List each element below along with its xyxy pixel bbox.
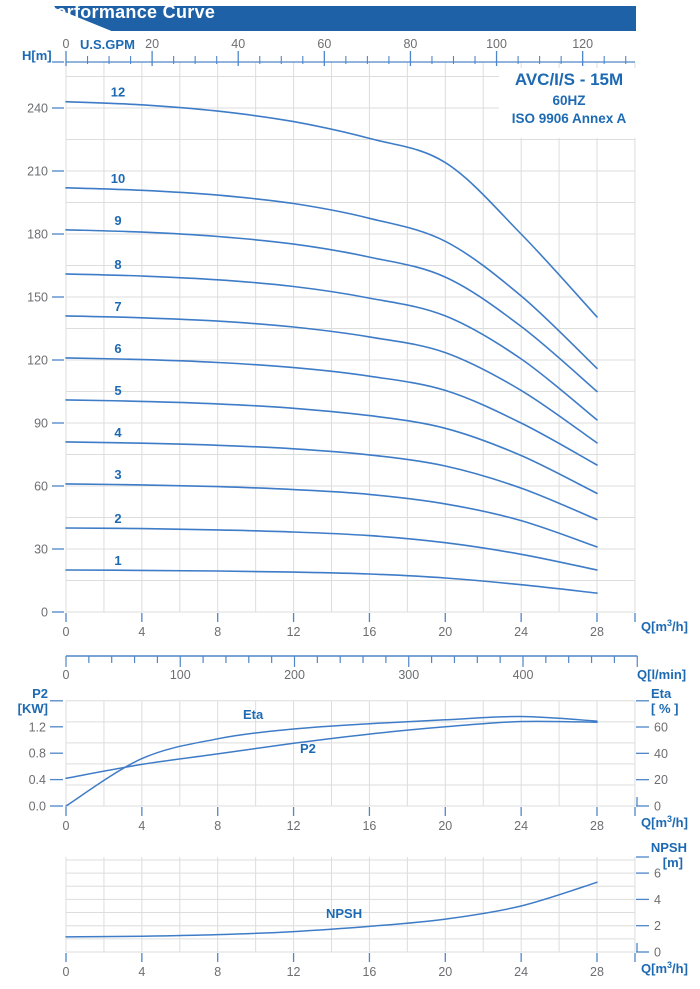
lmin-tick-label: 200 (284, 668, 305, 682)
lmin-tick-label: 400 (512, 668, 534, 682)
flow-tick-label: 28 (590, 625, 604, 639)
flow-tick-label-npsh: 0 (62, 965, 70, 979)
eta-tick-label: 40 (654, 746, 668, 761)
flow-tick-label-p2: 24 (514, 819, 529, 833)
head-tick-label: 0 (41, 605, 48, 620)
lmin-tick-label: 100 (169, 668, 191, 682)
curve-label-7: 7 (114, 298, 122, 314)
npsh-tick-label: 6 (654, 866, 661, 881)
pump-model: AVC/I/S - 15M (514, 70, 624, 89)
npsh-curve-label: NPSH (326, 906, 363, 921)
usgpm-tick-label: 80 (403, 37, 418, 51)
flow-tick-label: 24 (514, 625, 529, 639)
npsh-tick-label: 4 (654, 892, 661, 907)
flow-axis-label-main: $Q[m^3/h]$ (641, 618, 688, 634)
curve-label-9: 9 (114, 212, 122, 228)
curve-label-10: 10 (110, 170, 126, 186)
flow-tick-label-npsh: 20 (438, 965, 453, 979)
npsh-tick-label: 2 (654, 919, 661, 934)
flow-tick-label-p2: 20 (438, 819, 453, 833)
flow-tick-label: 20 (438, 625, 453, 639)
flow-tick-label: 12 (286, 625, 301, 639)
lmin-tick-label: 0 (62, 668, 70, 682)
page-title: Performance Curve (44, 2, 216, 22)
head-tick-label: 60 (34, 479, 48, 494)
flow-tick-label-p2: 12 (286, 819, 301, 833)
head-tick-label: 210 (27, 164, 48, 179)
head-tick-label: 90 (34, 416, 48, 431)
curve-label-1: 1 (114, 553, 122, 568)
usgpm-tick-label: 40 (231, 37, 246, 51)
flow-tick-label-npsh: 8 (214, 965, 222, 979)
usgpm-tick-label: 0 (62, 37, 70, 51)
eta-axis-label: Eta [ % ] (651, 686, 679, 716)
p2-tick-label: 1.2 (28, 720, 46, 735)
flow-axis-label-npsh: $Q[m^3/h]$ (641, 960, 688, 976)
flow-tick-label-npsh: 28 (590, 965, 604, 979)
usgpm-tick-label: 100 (486, 37, 507, 51)
p2-axis-label: P2 [KW] (17, 686, 48, 716)
flow-tick-label: 8 (214, 625, 222, 639)
flow-tick-label-p2: 0 (62, 819, 70, 833)
usgpm-tick-label: 120 (572, 37, 594, 51)
p2-curve-label: P2 (300, 741, 316, 756)
p2-tick-label: 0.4 (28, 773, 46, 788)
flow-tick-label-npsh: 16 (362, 965, 377, 979)
curve-label-3: 3 (114, 466, 122, 482)
flow-tick-label-npsh: 12 (286, 965, 301, 979)
npsh-tick-label: 0 (654, 945, 661, 960)
curve-label-5: 5 (114, 382, 122, 398)
eta-tick-label: 0 (654, 799, 661, 814)
flow-tick-label-p2: 4 (138, 819, 146, 833)
flow-tick-label-npsh: 24 (514, 965, 529, 979)
lmin-tick-label: 300 (398, 668, 420, 682)
usgpm-tick-label: 20 (145, 37, 160, 51)
head-tick-label: 150 (27, 290, 48, 305)
curve-label-4: 4 (114, 424, 122, 440)
flow-tick-label-p2: 16 (362, 819, 377, 833)
curve-label-6: 6 (114, 340, 122, 356)
curve-label-2: 2 (114, 511, 122, 526)
eta-curve-label: Eta (243, 707, 264, 722)
head-tick-label: 120 (27, 353, 48, 368)
flow-tick-label-p2: 28 (590, 819, 604, 833)
curve-label-8: 8 (114, 256, 122, 272)
lmin-axis-label: Q[l/min] (637, 667, 687, 682)
pump-frequency: 60HZ (552, 93, 586, 108)
head-tick-label: 240 (27, 101, 48, 116)
p2-tick-label: 0.0 (28, 799, 46, 814)
pump-standard: ISO 9906 Annex A (511, 111, 627, 126)
head-tick-label: 180 (27, 227, 48, 242)
eta-tick-label: 60 (654, 720, 668, 735)
eta-tick-label: 20 (654, 773, 668, 788)
flow-tick-label: 4 (138, 625, 146, 639)
head-axis-label: H[m] (22, 48, 52, 63)
flow-tick-label-npsh: 4 (138, 965, 146, 979)
head-tick-label: 30 (34, 542, 48, 557)
usgpm-tick-label: 60 (317, 37, 332, 51)
flow-tick-label-p2: 8 (214, 819, 222, 833)
flow-tick-label: 16 (362, 625, 377, 639)
flow-axis-label-p2: $Q[m^3/h]$ (641, 814, 688, 830)
curve-label-12: 12 (110, 84, 126, 100)
p2-tick-label: 0.8 (28, 746, 46, 761)
flow-tick-label: 0 (62, 625, 70, 639)
npsh-axis-label: NPSH [m] (650, 840, 687, 870)
pump-info-box (499, 68, 639, 138)
usgpm-axis-label: U.S.GPM (80, 37, 135, 52)
